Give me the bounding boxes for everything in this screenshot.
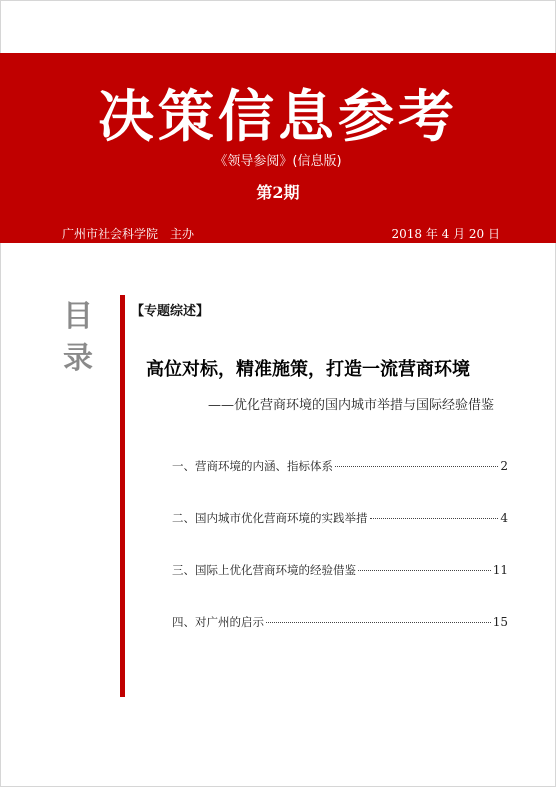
toc-heading-char: 目 [63, 299, 93, 334]
toc-heading [60, 296, 96, 380]
toc-entry-label: 三、国际上优化营商环境的经验借鉴 [172, 563, 356, 577]
toc-divider-bar [120, 295, 125, 697]
toc-entry-page: 11 [492, 563, 508, 577]
toc-leader-dots [266, 622, 491, 623]
toc-leader-dots [358, 570, 491, 571]
toc-entry-label: 四、对广州的启示 [172, 615, 264, 629]
toc-list [172, 458, 508, 666]
toc-entry-label: 一、营商环境的内涵、指标体系 [172, 459, 333, 473]
toc-entry-page: 15 [492, 615, 508, 629]
toc-entry-page: 2 [500, 459, 508, 473]
publication-subtitle: 《领导参阅》(信息版) [214, 154, 342, 169]
toc-leader-dots [370, 518, 499, 519]
article-subheadline: ——优化营商环境的国内城市举措与国际经验借鉴 [208, 398, 495, 413]
publication-title: 决策信息参考 [98, 84, 458, 150]
article-headline: 高位对标，精准施策，打造一流营商环境 [146, 359, 470, 380]
publication-date: 2018 年 4 月 20 日 [391, 227, 500, 241]
toc-entry[interactable] [172, 614, 508, 666]
header-banner [0, 53, 556, 243]
sponsor-text: 广州市社会科学院 主办 [62, 227, 195, 241]
toc-entry[interactable] [172, 458, 508, 510]
toc-entry-label: 二、国内城市优化营商环境的实践举措 [172, 511, 368, 525]
toc-leader-dots [335, 466, 498, 467]
toc-entry[interactable] [172, 510, 508, 562]
section-tag: 【专题综述】 [131, 304, 210, 319]
toc-entry[interactable] [172, 562, 508, 614]
toc-heading-char: 录 [63, 341, 93, 376]
issue-number: 第2期 [256, 183, 300, 202]
toc-entry-page: 4 [500, 511, 508, 525]
